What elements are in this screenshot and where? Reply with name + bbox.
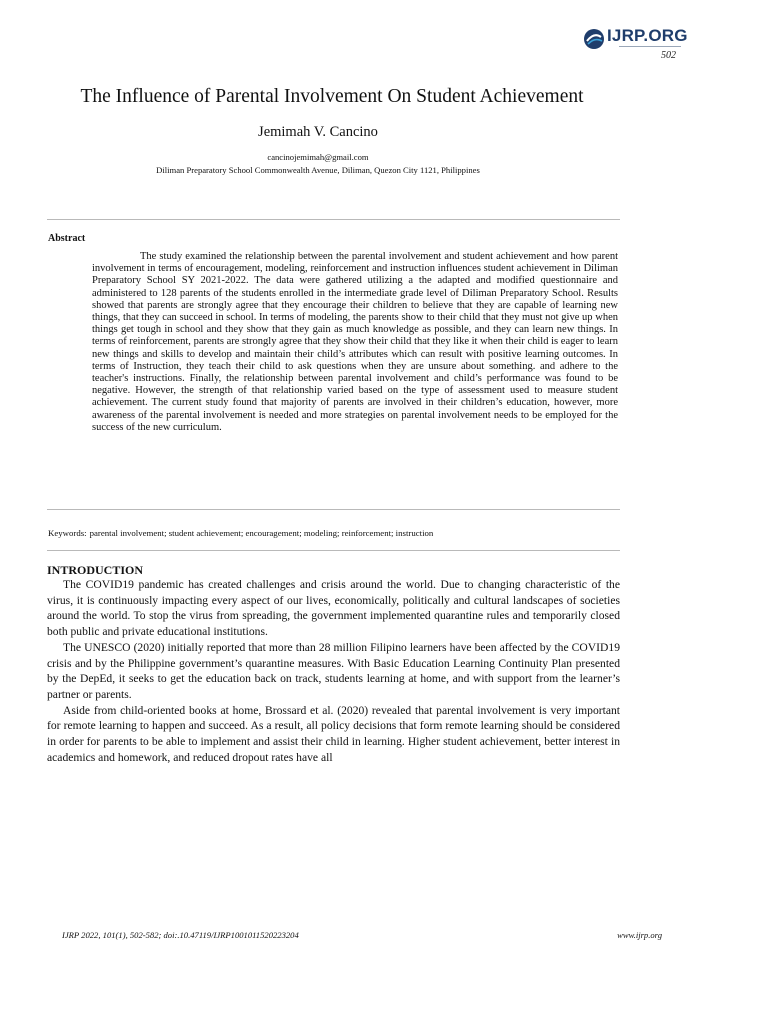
keywords-text: parental involvement; student achievement; encouragement; modeling; reinforcement; instruction [89, 528, 434, 538]
paper-title: The Influence of Parental Involvement On Student Achievement [80, 86, 584, 107]
logo-text: IJRP.ORG [607, 26, 688, 45]
intro-paragraph: The UNESCO (2020) initially reported that more than 28 million Filipino learners have been affected by the COVID19 crisis and by the Philippine government’s quarantine measures. With Basic Education Learning Continuity Plan presented by the DepEd, it seeks to get the education back on track, students learning at home, and with support from the learner’s partner or parents. [47, 640, 620, 701]
intro-paragraph: The COVID19 pandemic has created challenges and crisis around the world. Due to changing characteristic of the virus, it is continuously impacting every aspect of our lives, economically, politically and cultural landscapes of societies around the world. To stop the virus from spreading, the government implemented quarantine rules and temporarily closed both public and private educational institutions. [47, 578, 620, 639]
page-number: 502 [661, 50, 676, 61]
keywords-line [48, 528, 620, 538]
keywords-label: Keywords: [48, 528, 87, 538]
footer-citation: IJRP 2022, 101(1), 502-582; doi:.10.47119/IJRP1001011520223204 [62, 930, 299, 940]
author-affiliation: Diliman Preparatory School Commonwealth Avenue, Diliman, Quezon City 1121, Philippines [156, 165, 480, 175]
divider-keywords-end [47, 550, 620, 551]
intro-paragraph: Aside from child-oriented books at home, Brossard et al. (2020) revealed that parental involvement is very important for remote learning to happen and succeed. As a result, all policy decisions that form remote learning should be considered in order for parents to be able to implement and assist their child in learning. Higher student achievement, better interest in academics and homework, and reduced dropout rates have all [47, 703, 620, 764]
globe-icon [583, 28, 605, 50]
abstract-text: The study examined the relationship between the parental involvement and student achievement and how parent involvement in terms of encouragement, modeling, reinforcement and instruction influences student achievement in Diliman Preparatory School SY 2021-2022. The data were gathered utilizing a the adapted and modified questionnaire and administered to 128 parents of the students enrolled in the intermediate grade level of Diliman Preparatory School. Results showed that parents are strongly agree that they encourage their children to believe that they are capable of learning new things, that they can succeed in school. In terms of modeling, the parents show to their child that they must not give up when things get tough in school and they show that they gain as much knowledge as possible, and they can learn new things. In terms of reinforcement, parents are strongly agree that they show their child that they like it when their child is eager to learn new things and skills to develop and maintain their child’s attributes which can result with positive learning outcomes. In terms of Instruction, they teach their child to ask questions when they are unsure about something. and adhere to the teacher's instructions. Finally, the relationship between parental involvement and child’s performance was found to be negative. However, the strength of that relationship varied based on the type of assessment used to measure student achievement. The current study found that majority of parents are involved in their children’s education, however, more awareness of the parental involvement is needed and more strategies on parental involvement needs to be employed for the success of the new curriculum. [92, 251, 618, 433]
footer-website: www.ijrp.org [617, 930, 662, 940]
author-name: Jemimah V. Cancino [258, 124, 378, 140]
abstract-heading: Abstract [48, 233, 86, 244]
author-email: cancinojemimah@gmail.com [267, 152, 369, 162]
divider-top [47, 219, 620, 220]
divider-abstract-end [47, 509, 620, 510]
introduction-heading: INTRODUCTION [47, 563, 144, 577]
introduction-body [47, 577, 620, 765]
